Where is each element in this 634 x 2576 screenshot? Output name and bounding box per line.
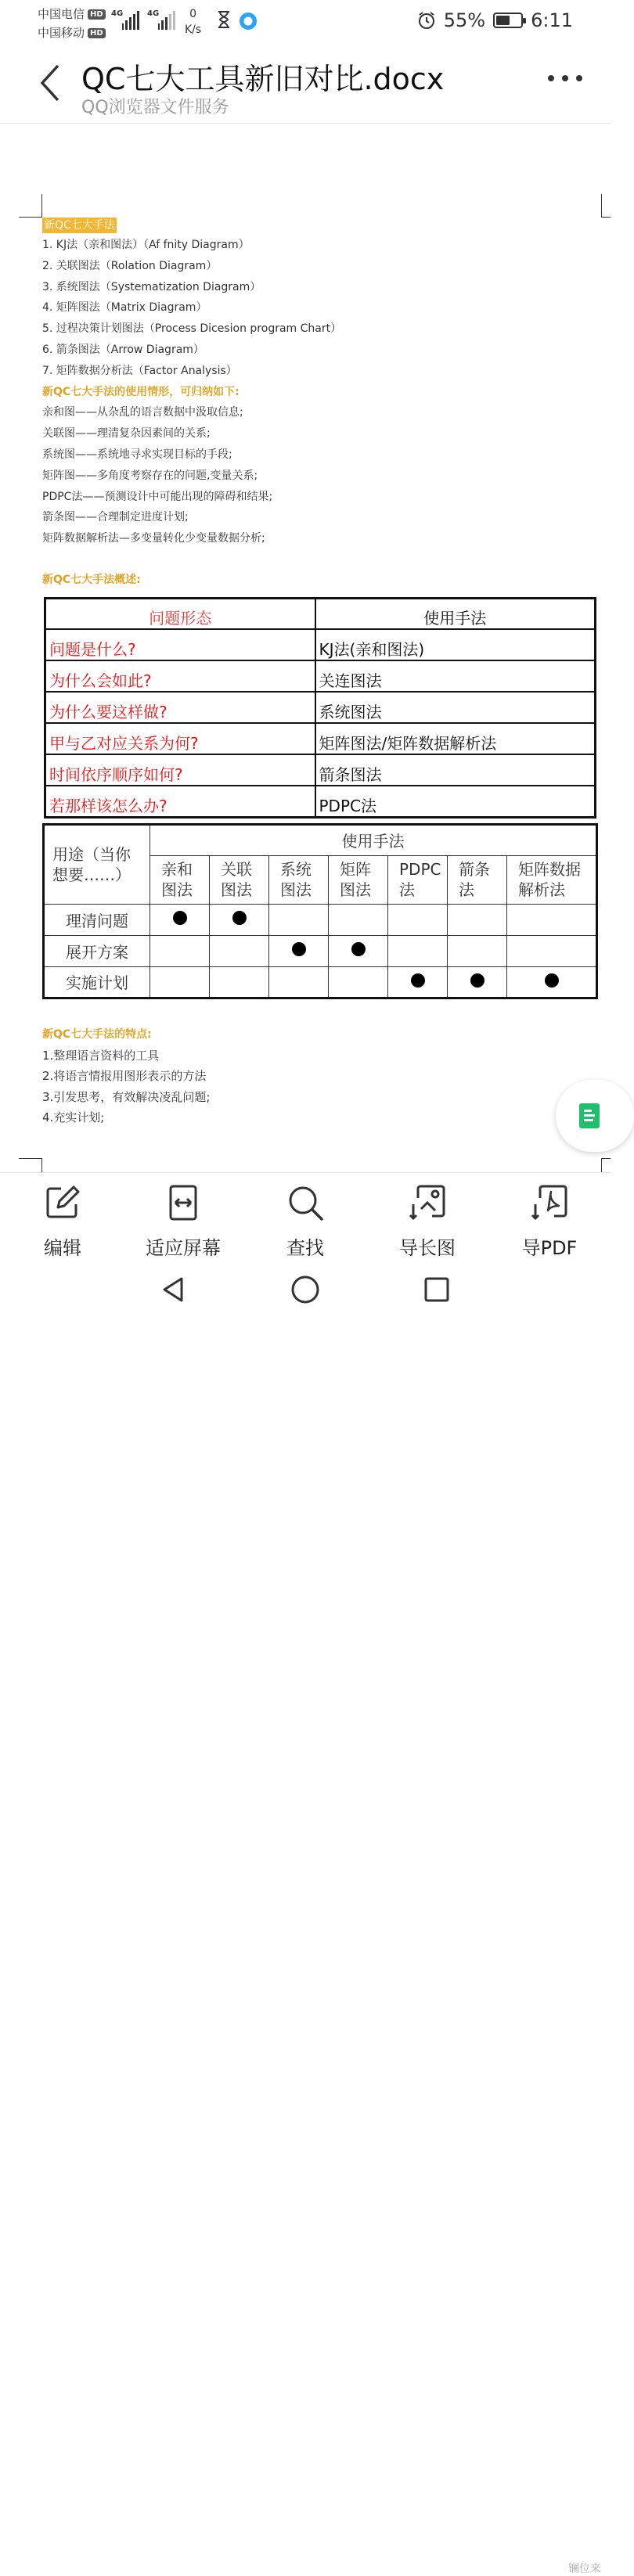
battery-percent: 55% — [443, 9, 486, 31]
method-item: 2. 关联图法（Rolation Diagram） — [42, 259, 218, 272]
usage-item: 系统图——系统地寻求实现目标的手段; — [42, 448, 232, 461]
speed-value: 0 — [189, 8, 197, 20]
method-name-line: 解析法 — [518, 880, 565, 900]
alarm-icon — [417, 11, 436, 30]
more-options-icon[interactable] — [548, 75, 582, 81]
method-cell: 关连图法 — [315, 660, 596, 692]
nav-home-icon[interactable] — [290, 1274, 321, 1305]
method-name-cell — [269, 855, 329, 904]
method-name-cell — [329, 855, 388, 904]
navigation-bar — [0, 1260, 611, 2575]
edit-button[interactable] — [8, 1184, 117, 1260]
page-corner-mark — [19, 194, 42, 218]
usage-item: 箭条图——合理制定进度计划; — [42, 511, 189, 524]
status-bar — [0, 0, 611, 41]
fit-screen-label: 适应屏幕 — [146, 1237, 221, 1259]
hd-badge: HD — [88, 9, 106, 20]
method-name-line: PDPC — [399, 860, 441, 880]
method-item: 5. 过程决策计划图法（Process Dicesion program Chart） — [42, 322, 342, 336]
mark-dot — [351, 942, 366, 956]
fit-screen-icon — [164, 1184, 202, 1221]
mark-cell — [269, 904, 329, 935]
method-item: 6. 箭条图法（Arrow Diagram） — [42, 343, 204, 356]
fit-screen-button[interactable] — [128, 1184, 238, 1260]
mark-dot — [411, 973, 425, 988]
nav-back-icon[interactable] — [158, 1274, 189, 1305]
find-label: 查找 — [286, 1237, 324, 1259]
usage-list — [42, 402, 590, 549]
mark-cell — [210, 904, 269, 935]
network-speed — [185, 6, 201, 38]
mark-cell — [448, 935, 507, 966]
method-name-line: 系统 — [280, 860, 312, 880]
mark-dot — [470, 973, 485, 988]
method-name-line: 矩阵 — [340, 860, 371, 880]
page-corner-mark — [601, 194, 611, 218]
problem-cell: 为什么要这样做? — [45, 692, 315, 723]
mark-cell — [448, 904, 507, 935]
mark-cell — [210, 966, 269, 998]
usage-item: PDPC法——预测设计中可能出现的障碍和结果; — [42, 490, 273, 503]
mark-cell — [507, 904, 597, 935]
table-row — [45, 660, 596, 692]
method-name-line: 图法 — [340, 880, 371, 900]
table-header-row — [44, 824, 597, 855]
mark-cell — [388, 904, 448, 935]
document-page[interactable] — [0, 124, 611, 1172]
mark-cell — [448, 966, 507, 998]
mark-cell — [507, 966, 597, 998]
method-name-line: 图法 — [280, 880, 312, 900]
method-name-line: 矩阵数据 — [518, 860, 581, 880]
floating-document-button[interactable] — [556, 1080, 634, 1152]
usage-item: 矩阵数据解析法—多变量转化少变量数据分析; — [42, 532, 265, 545]
mark-cell — [329, 966, 388, 998]
pdf-icon — [531, 1184, 568, 1221]
method-name-line: 图法 — [221, 880, 252, 900]
method-cell: 系统图法 — [315, 692, 596, 723]
problem-cell: 为什么会如此? — [45, 660, 315, 692]
document-title: QC七大工具新旧对比.docx — [81, 62, 445, 96]
signal-icon — [147, 9, 175, 30]
mark-cell — [269, 966, 329, 998]
search-icon — [286, 1184, 324, 1221]
section-title-overview: 新QC七大手法概述: — [42, 573, 141, 586]
method-item: 3. 系统图法（Systematization Diagram） — [42, 280, 261, 293]
problem-cell: 时间依序顺序如何? — [45, 754, 315, 786]
qq-browser-icon — [240, 13, 257, 30]
method-name-line: 图法 — [161, 880, 193, 900]
problem-cell: 问题是什么? — [45, 629, 315, 660]
table-header-row — [45, 598, 596, 629]
mark-cell — [388, 935, 448, 966]
method-name-line: 关联 — [221, 860, 252, 880]
mark-cell — [150, 966, 210, 998]
title-bar — [0, 44, 611, 124]
method-name-cell — [507, 855, 597, 904]
long-image-button[interactable] — [373, 1184, 482, 1260]
table-row — [45, 786, 596, 817]
mark-cell — [388, 966, 448, 998]
use-header-cell — [44, 824, 150, 904]
hd-badge: HD — [88, 28, 106, 38]
feature-item: 4.充实计划; — [42, 1110, 105, 1125]
watermark: 镧位来 — [568, 2563, 601, 2575]
method-name-line: 法 — [399, 880, 415, 900]
speed-unit: K/s — [185, 23, 202, 36]
back-arrow-icon[interactable] — [34, 59, 66, 106]
network-type: 4G — [147, 9, 160, 18]
method-item: 7. 矩阵数据分析法（Factor Analysis） — [42, 364, 237, 377]
method-cell: 箭条图法 — [315, 754, 596, 786]
mark-dot — [232, 911, 247, 925]
table-row — [44, 935, 597, 966]
method-name-cell — [388, 855, 448, 904]
document-subtitle: QQ浏览器文件服务 — [81, 98, 229, 117]
section-title-usage: 新QC七大手法的使用情形，可归纳如下: — [42, 385, 240, 398]
section-title-features: 新QC七大手法的特点: — [42, 1027, 152, 1041]
feature-item: 1.整理语言资料的工具 — [42, 1048, 160, 1063]
feature-item: 3.引发思考，有效解决凌乱问题; — [42, 1089, 211, 1104]
methods-header-cell: 使用手法 — [150, 824, 597, 855]
features-section — [42, 1024, 590, 1128]
problem-cell: 甲与乙对应关系为何? — [45, 723, 315, 754]
battery-icon — [493, 13, 523, 28]
table-row — [44, 904, 597, 935]
problem-method-table — [44, 597, 596, 818]
section-title-methods: 新QC七大手法 — [44, 219, 115, 232]
mark-dot — [173, 911, 187, 925]
method-name-line: 法 — [459, 880, 474, 900]
edit-label: 编辑 — [44, 1237, 81, 1259]
carrier-info — [38, 5, 106, 42]
carrier-2: 中国移动 — [38, 26, 85, 40]
problem-cell: 若那样该怎么办? — [45, 786, 315, 817]
method-cell: PDPC法 — [315, 786, 596, 817]
mark-cell — [269, 935, 329, 966]
document-icon — [579, 1103, 600, 1128]
usage-item: 亲和图——从杂乱的语言数据中汲取信息; — [42, 406, 243, 419]
mark-cell — [150, 935, 210, 966]
method-name-cell — [150, 855, 210, 904]
mark-cell — [507, 935, 597, 966]
status-right — [417, 9, 573, 31]
usage-item: 关联图——理清复杂因素间的关系; — [42, 427, 211, 441]
mark-cell — [329, 935, 388, 966]
table-row — [45, 723, 596, 754]
method-name-cell — [448, 855, 507, 904]
method-cell: KJ法(亲和图法) — [315, 629, 596, 660]
use-row-label: 展开方案 — [44, 935, 150, 966]
mark-dot — [292, 942, 306, 956]
mark-cell — [329, 904, 388, 935]
feature-item: 2.将语言情报用图形表示的方法 — [42, 1069, 207, 1084]
method-name-line: 箭条 — [459, 860, 490, 880]
table-header-cell: 问题形态 — [45, 598, 315, 629]
document-content — [42, 218, 590, 1128]
find-button[interactable] — [250, 1184, 360, 1260]
table-row — [45, 692, 596, 723]
mark-dot — [545, 973, 559, 988]
export-image-icon — [409, 1184, 446, 1221]
mark-cell — [150, 904, 210, 935]
table-row — [45, 754, 596, 786]
method-name-cell — [210, 855, 269, 904]
carrier-1: 中国电信 — [38, 7, 85, 21]
method-item: 1. KJ法（亲和图法）（Af fnity Diagram） — [42, 239, 250, 251]
network-type: 4G — [111, 9, 124, 18]
table-header-cell: 使用手法 — [315, 598, 596, 629]
use-header-line: 用途（当你 — [52, 844, 131, 864]
mark-cell — [210, 935, 269, 966]
export-pdf-label: 导PDF — [521, 1237, 578, 1259]
method-cell: 矩阵图法/矩阵数据解析法 — [315, 723, 596, 754]
signal-icons — [111, 9, 175, 30]
method-item: 4. 矩阵图法（Matrix Diagram） — [42, 301, 207, 315]
clock: 6:11 — [531, 9, 573, 31]
long-image-label: 导长图 — [399, 1237, 456, 1259]
use-row-label: 理清问题 — [44, 904, 150, 935]
usage-matrix-table — [42, 823, 598, 999]
signal-icon — [111, 9, 139, 30]
nav-recents-icon[interactable] — [421, 1274, 452, 1305]
method-name-line: 亲和 — [161, 860, 193, 880]
methods-list — [42, 235, 590, 382]
usage-item: 矩阵图——多角度考察存在的问题,变量关系; — [42, 469, 258, 482]
bottom-toolbar — [0, 1172, 611, 1260]
use-header-line: 想要……） — [52, 865, 131, 884]
table-row — [45, 629, 596, 660]
edit-icon — [44, 1184, 81, 1221]
table-row — [44, 966, 597, 998]
hourglass-icon — [218, 11, 230, 28]
use-row-label: 实施计划 — [44, 966, 150, 998]
export-pdf-button[interactable] — [495, 1184, 604, 1260]
